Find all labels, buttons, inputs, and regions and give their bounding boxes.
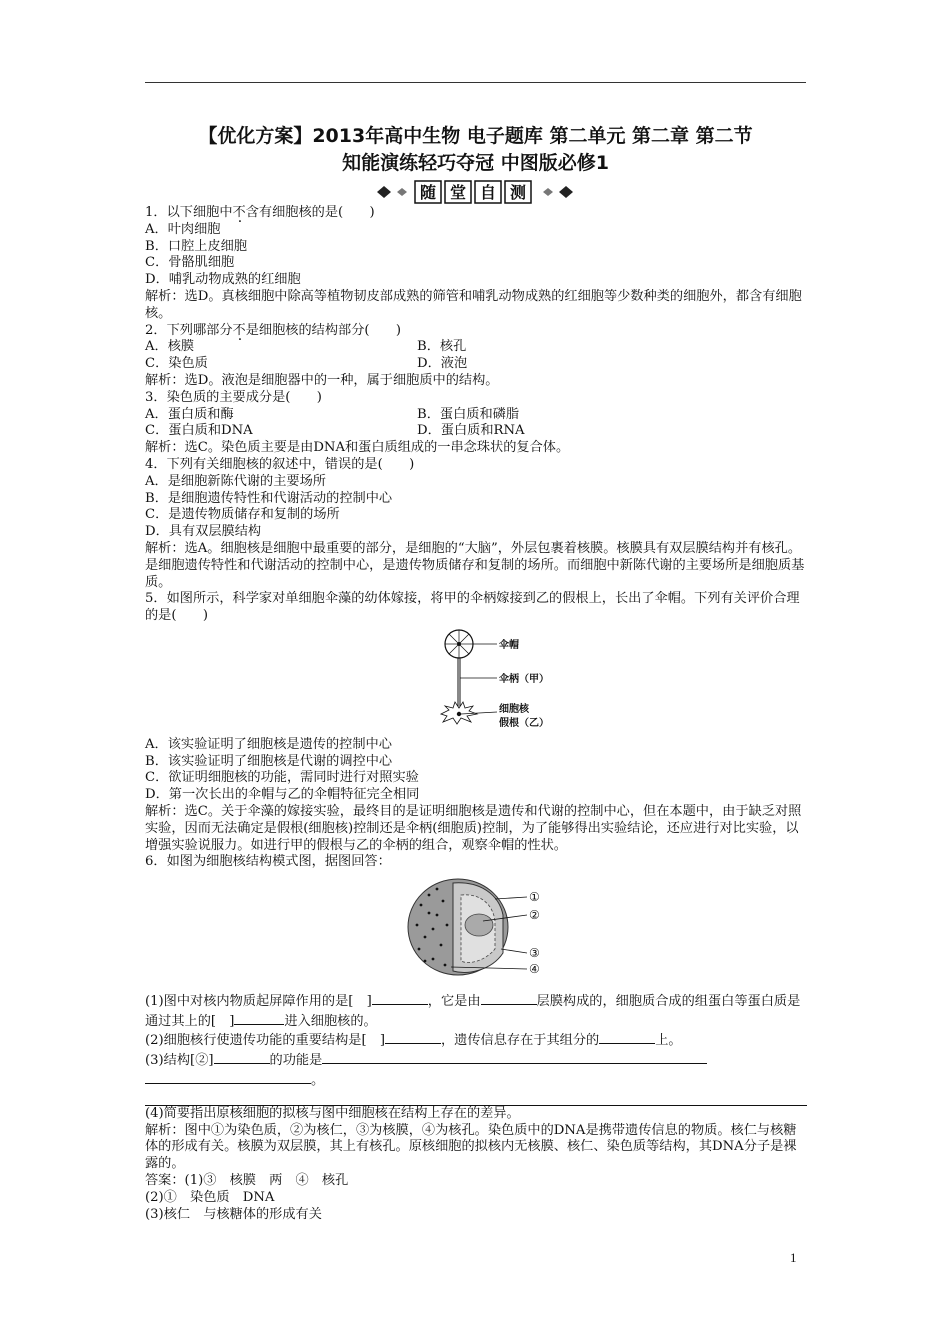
question-6-sub3-continuation: 。 <box>145 1070 807 1090</box>
question-5-stem: 5．如图所示，科学家对单细胞伞藻的幼体嫁接，将甲的伞柄嫁接到乙的假根上，长出了伞帽。下列有关评价合理的是( ) <box>145 591 800 624</box>
document-title-line1: 【优化方案】2013年高中生物 电子题库 第二单元 第二章 第二节 <box>198 125 753 147</box>
answer-blank <box>214 1050 270 1064</box>
question-2-option: C．染色质 <box>145 356 208 372</box>
question-2-option: D．液泡 <box>417 356 468 372</box>
answer-line <box>145 1090 807 1106</box>
question-6-sub2: (2)细胞核行使遗传功能的重要结构是[ ] ，遗传信息存在于其组分的 上。 <box>145 1030 807 1050</box>
question-3-option: D．蛋白质和RNA <box>417 423 525 439</box>
answer-blank <box>599 1030 655 1044</box>
question-6-answer: 答案：(1)③ 核膜 两 ④ 核孔 <box>145 1173 349 1189</box>
question-3-options-row <box>145 423 807 440</box>
question-2-option: B．核孔 <box>417 339 467 355</box>
answer-blank <box>372 991 428 1005</box>
question-6-answer: (2)① 染色质 DNA <box>145 1189 275 1205</box>
question-4-option: A．是细胞新陈代谢的主要场所 <box>145 473 326 489</box>
answer-blank <box>481 991 537 1005</box>
banner-char: 堂 <box>449 183 467 202</box>
question-6-sub4: (4)简要指出原核细胞的拟核与图中细胞核在结构上存在的差异。 <box>145 1105 520 1121</box>
figure-label: ① <box>529 890 540 905</box>
figure-label: 假根（乙） <box>499 717 549 728</box>
question-4-option: B．是细胞遗传特性和代谢活动的控制中心 <box>145 490 393 506</box>
question-3-option: C．蛋白质和DNA <box>145 423 253 439</box>
question-6-sub3: (3)结构[②] 的功能是 <box>145 1050 807 1070</box>
figure-label: 细胞核 <box>499 703 529 715</box>
question-3-analysis: 解析：选C。染色质主要是由DNA和蛋白质组成的一串念珠状的复合体。 <box>145 440 570 456</box>
question-1-option: A．叶肉细胞 <box>145 221 221 237</box>
answer-blank <box>234 1011 284 1025</box>
question-1-analysis: 解析：选D。真核细胞中除高等植物韧皮部成熟的筛管和哺乳动物成熟的红细胞等少数种类的细胞外，都含有细胞核。 <box>145 288 802 321</box>
question-1-option: B．口腔上皮细胞 <box>145 238 248 254</box>
figure-label: 伞帽 <box>499 639 519 651</box>
banner-char: 测 <box>509 183 527 202</box>
answer-blank <box>385 1030 441 1044</box>
page-number: 1 <box>790 1250 797 1265</box>
question-2-options-row <box>145 339 807 356</box>
question-6-answer: (3)核仁 与核糖体的形成有关 <box>145 1206 322 1222</box>
question-4-analysis: 解析：选A。细胞核是细胞中最重要的部分，是细胞的“大脑”，外层包裹着核膜。核膜具有双层膜结构并有核孔。是细胞遗传特性和代谢活动的控制中心，是遗传物质储存和复制的场所。而细胞中新陈代谢的主要场所是细胞质基质。 <box>145 540 805 590</box>
question-3-stem: 3．染色质的主要成分是( ) <box>145 389 322 405</box>
document-title-line2: 知能演练轻巧夺冠 中图版必修1 <box>342 152 609 174</box>
question-1-option: D．哺乳动物成熟的红细胞 <box>145 272 301 288</box>
banner-char: 随 <box>419 183 437 202</box>
question-1-option: C．骨骼肌细胞 <box>145 255 235 271</box>
figure-label: ④ <box>529 962 540 977</box>
question-6-stem: 6．如图为细胞核结构模式图，据图回答： <box>145 854 391 870</box>
question-4-option: C．是遗传物质储存和复制的场所 <box>145 507 340 523</box>
question-list <box>145 205 807 1223</box>
figure-label: 伞柄（甲） <box>499 673 549 685</box>
question-3-option: A．蛋白质和酶 <box>145 406 234 422</box>
answer-blank <box>145 1070 311 1084</box>
question-5-analysis: 解析：选C。关于伞藻的嫁接实验，最终目的是证明细胞核是遗传和代谢的控制中心，但在本题中，由于缺乏对照实验，因而无法确定是假根(细胞核)控制还是伞柄(细胞质)控制，为了能够得出实验结论，还应进行对比实验，以增强实验说服力。如进行甲的假根与乙的伞柄的组合，观察伞帽的性状。 <box>145 803 802 853</box>
nucleus-structure-figure <box>403 875 563 981</box>
question-3-options-row <box>145 407 807 424</box>
question-6-sub1: (1)图中对核内物质起屏障作用的是[ ] ，它是由 层膜构成的，细胞质合成的组蛋白等蛋白质是通过其上的[ ] 进入细胞核的。 <box>145 991 807 1031</box>
question-2-analysis: 解析：选D。液泡是细胞器中的一种，属于细胞质中的结构。 <box>145 372 499 388</box>
answer-blank <box>322 1050 707 1064</box>
question-1-stem: 1．以下细胞中不含有细胞核的是( ) <box>145 205 375 220</box>
question-5-option: A．该实验证明了细胞核是遗传的控制中心 <box>145 736 392 752</box>
question-3-option: B．蛋白质和磷脂 <box>417 406 520 422</box>
question-4-stem: 4．下列有关细胞核的叙述中，错误的是( ) <box>145 456 415 472</box>
question-2-options-row <box>145 356 807 373</box>
figure-label: ② <box>529 908 540 923</box>
question-5-option: D．第一次长出的伞帽与乙的伞帽特征完全相同 <box>145 787 420 803</box>
question-4-option: D．具有双层膜结构 <box>145 524 262 540</box>
question-6-analysis: 解析：图中①为染色质，②为核仁，③为核膜，④为核孔。染色质中的DNA是携带遗传信息的物质。核仁与核糖体的形成有关。核膜为双层膜，其上有核孔。原核细胞的拟核内无核膜、核仁、染色质等结构，其DNA分子是裸露的。 <box>145 1122 797 1172</box>
question-5-option: B．该实验证明了细胞核是代谢的调控中心 <box>145 753 393 769</box>
figure-label: ③ <box>529 946 540 961</box>
question-5-option: C．欲证明细胞核的功能，需同时进行对照实验 <box>145 770 419 786</box>
acetabularia-grafting-figure <box>427 628 557 728</box>
banner-char: 自 <box>479 183 497 202</box>
question-2-option: A．核膜 <box>145 339 195 355</box>
section-banner <box>375 180 575 204</box>
header-rule <box>145 82 806 83</box>
question-2-stem: 2．下列哪部分不是细胞核的结构部分( ) <box>145 322 402 338</box>
